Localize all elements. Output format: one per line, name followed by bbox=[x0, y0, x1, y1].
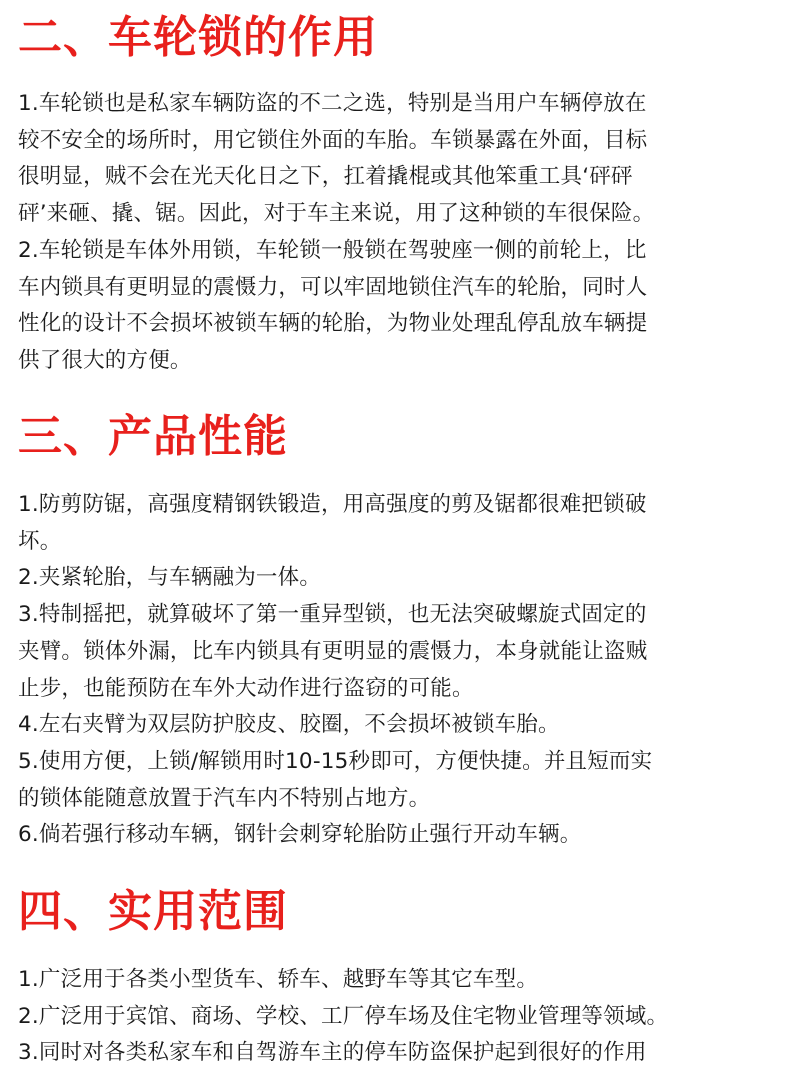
section-scope bbox=[18, 884, 778, 1072]
section-performance bbox=[18, 409, 778, 854]
section-heading-scope: 四、实用范围 bbox=[18, 886, 288, 937]
text-line: 6.倘若强行移动车辆，钢针会刺穿轮胎防止强行开动车辆。 bbox=[18, 822, 582, 848]
text-line: 3.特制摇把，就算破坏了第一重异型锁，也无法突破螺旋式固定的 bbox=[18, 602, 647, 628]
text-line: 1.防剪防锯，高强度精钢铁锻造，用高强度的剪及锯都很难把锁破 bbox=[18, 492, 647, 517]
text-line: 4.左右夹臂为双层防护胶皮、胶圈，不会损坏被锁车胎。 bbox=[18, 712, 560, 738]
text-line: 供了很大的方便。 bbox=[18, 347, 192, 373]
text-line: 2.广泛用于宾馆、商场、学校、工厂停车场及住宅物业管理等领域。 bbox=[18, 1003, 669, 1029]
section-body-performance bbox=[18, 487, 778, 854]
text-line: 坏。 bbox=[18, 528, 62, 554]
text-line: 车内锁具有更明显的震慑力，可以牢固地锁住汽车的轮胎，同时人 bbox=[18, 274, 648, 300]
text-line: 砰’来砸、撬、锯。因此，对于车主来说，用了这种锁的车很保险。 bbox=[18, 201, 655, 227]
section-body-function bbox=[18, 86, 778, 380]
text-line: 1.车轮锁也是私家车辆防盗的不二之选，特别是当用户车辆停放在 bbox=[18, 91, 647, 116]
text-line: 很明显，贼不会在光天化日之下，扛着撬棍或其他笨重工具‘砰砰 bbox=[18, 164, 633, 190]
section-heading-function: 二、车轮锁的作用 bbox=[18, 12, 378, 63]
text-line: 止步，也能预防在车外大动作进行盗窃的可能。 bbox=[18, 675, 474, 701]
text-line: 夹臂。锁体外漏，比车内锁具有更明显的震慑力，本身就能让盗贼 bbox=[18, 638, 648, 664]
text-line: 1.广泛用于各类小型货车、轿车、越野车等其它车型。 bbox=[18, 967, 539, 992]
text-line: 较不安全的场所时，用它锁住外面的车胎。车锁暴露在外面，目标 bbox=[18, 127, 648, 153]
text-line: 5.使用方便，上锁/解锁用时10-15秒即可，方便快捷。并且短而实 bbox=[18, 748, 653, 774]
text-line: 2.车轮锁是车体外用锁，车轮锁一般锁在驾驶座一侧的前轮上，比 bbox=[18, 237, 647, 263]
text-line: 的锁体能随意放置于汽车内不特别占地方。 bbox=[18, 785, 431, 811]
section-body-scope bbox=[18, 962, 778, 1072]
section-function bbox=[18, 10, 778, 380]
text-line: 性化的设计不会损坏被锁车辆的轮胎，为物业处理乱停乱放车辆提 bbox=[18, 311, 648, 337]
text-line: 3.同时对各类私家车和自驾游车主的停车防盗保护起到很好的作用 bbox=[18, 1040, 647, 1066]
text-line: 2.夹紧轮胎，与车辆融为一体。 bbox=[18, 565, 322, 591]
section-heading-performance: 三、产品性能 bbox=[18, 411, 288, 462]
